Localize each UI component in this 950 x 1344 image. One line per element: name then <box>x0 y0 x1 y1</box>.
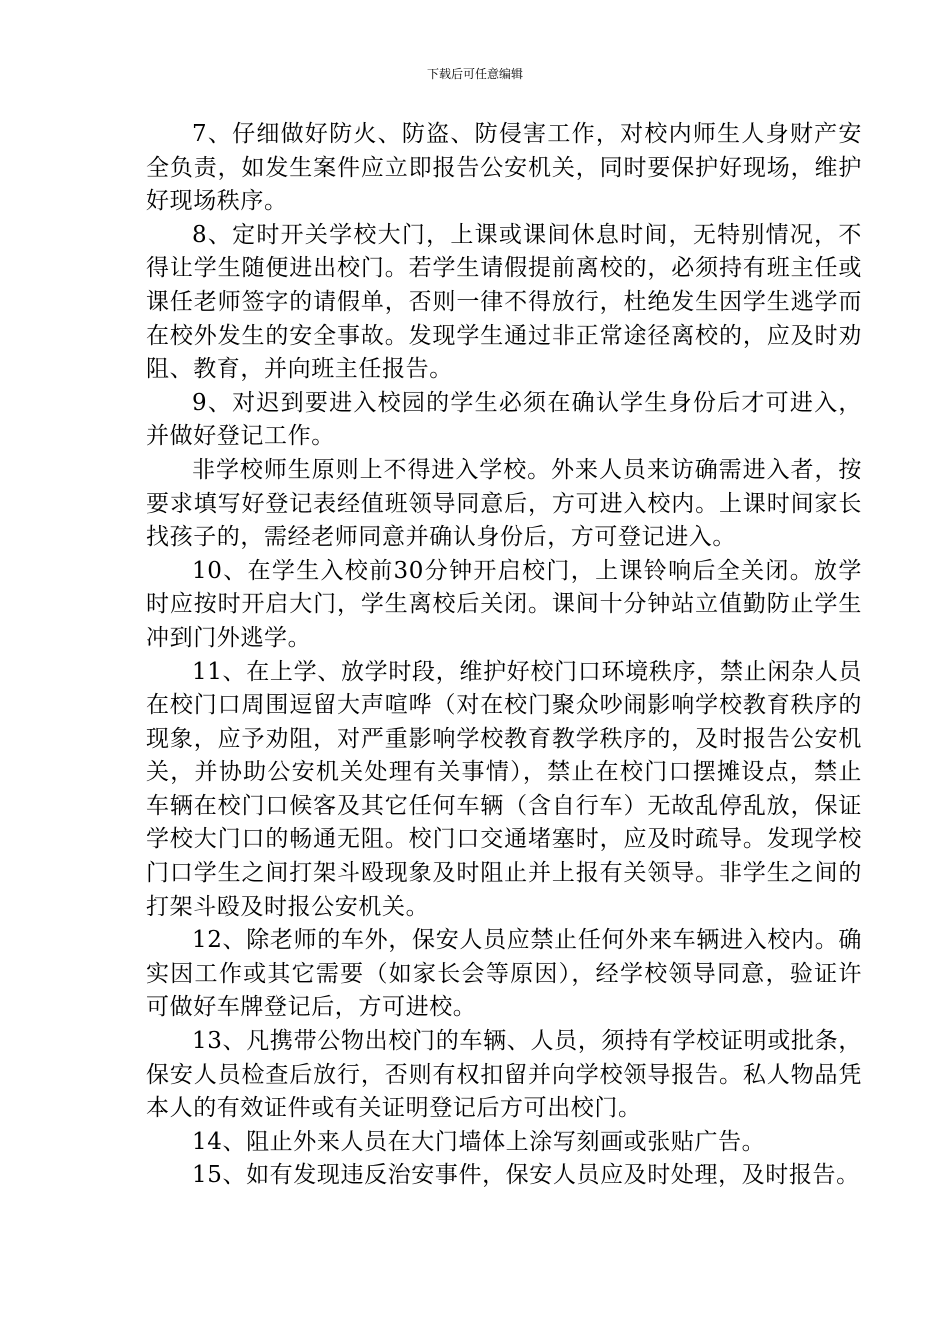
paragraph-visitor-rules: 非学校师生原则上不得进入学校。外来人员来访确需进入者，按要求填写好登记表经值班领导同意后，方可进入校内。上课时间家长找孩子的，需经老师同意并确认身份后，方可登记进入。 <box>146 456 862 551</box>
page-header: 下载后可任意编辑 <box>426 67 523 81</box>
paragraph-item-12: 12、除老师的车外，保安人员应禁止任何外来车辆进入校内。确实因工作或其它需要（如家长会等原因），经学校领导同意，验证许可做好车牌登记后，方可进校。 <box>146 927 862 1021</box>
paragraph-item-9: 9、对迟到要进入校园的学生必须在确认学生身份后才可进入，并做好登记工作。 <box>146 389 862 450</box>
paragraph-item-7: 7、仔细做好防火、防盗、防侵害工作，对校内师生人身财产安全负责，如发生案件应立即报告公安机关，同时要保护好现场，维护好现场秩序。 <box>146 121 862 215</box>
document-body <box>146 118 862 1193</box>
paragraph-item-15: 15、如有发现违反治安事件，保安人员应及时处理，及时报告。 <box>192 1162 860 1189</box>
paragraph-item-8: 8、定时开关学校大门，上课或课间休息时间，无特别情况，不得让学生随便进出校门。若学生请假提前离校的，必须持有班主任或课任老师签字的请假单，否则一律不得放行，杜绝发生因学生逃学而在校外发生的安全事故。发现学生通过非正常途径离校的，应及时劝阻、教育，并向班主任报告。 <box>146 221 862 383</box>
paragraph-item-11: 11、在上学、放学时段，维护好校门口环境秩序，禁止闲杂人员在校门口周围逗留大声喧哗（对在校门聚众吵闹影响学校教育秩序的现象，应予劝阻，对严重影响学校教育教学秩序的，及时报告公安机关，并协助公安机关处理有关事情），禁止在校门口摆摊设点，禁止车辆在校门口候客及其它任何车辆（含自行车）无故乱停乱放，保证学校大门口的畅通无阻。校门口交通堵塞时，应及时疏导。发现学校门口学生之间打架斗殴现象及时阻止并上报有关领导。非学生之间的打架斗殴及时报公安机关。 <box>146 658 862 920</box>
paragraph-item-14: 14、阻止外来人员在大门墙体上涂写刻画或张贴广告。 <box>192 1128 766 1155</box>
paragraph-item-13: 13、凡携带公物出校门的车辆、人员，须持有学校证明或批条，保安人员检查后放行，否则有权扣留并向学校领导报告。私人物品凭本人的有效证件或有关证明登记后方可出校门。 <box>146 1028 862 1122</box>
paragraph-item-10: 10、在学生入校前30分钟开启校门，上课铃响后全关闭。放学时应按时开启大门，学生离校后关闭。课间十分钟站立值勤防止学生冲到门外逃学。 <box>146 557 862 651</box>
